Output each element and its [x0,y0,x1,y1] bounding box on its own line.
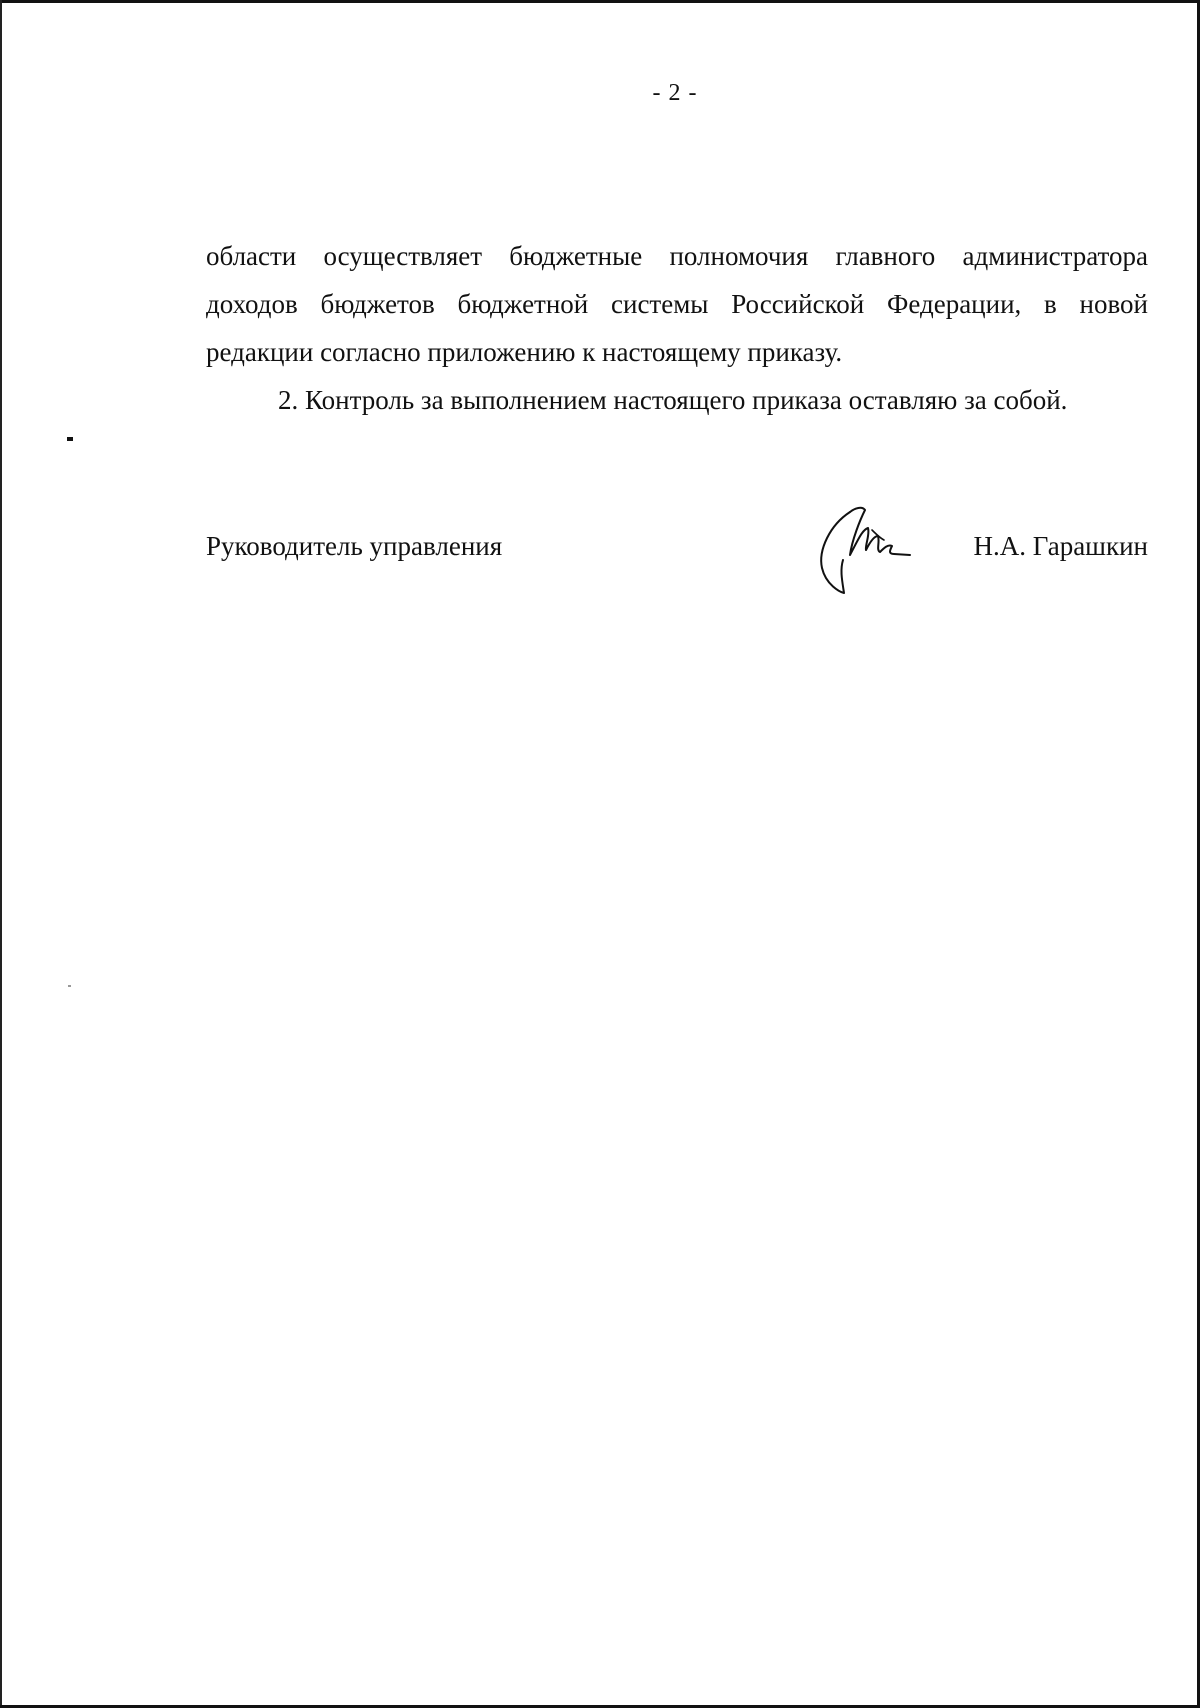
paragraph-item-2: 2. Контроль за выполнением настоящего приказа оставляю за собой. [278,385,1068,415]
scan-speck [67,437,73,441]
body-line-3: редакции согласно приложению к настоящему приказу. [206,337,843,367]
scan-border-top [0,0,1200,3]
scan-speck [68,985,71,987]
signer-title: Руководитель управления [206,531,503,561]
scan-border-left [0,0,2,1708]
handwritten-signature [810,500,920,595]
document-body [206,232,1148,424]
signer-name: Н.А. Гарашкин [973,531,1148,561]
page-number: - 2 - [652,80,698,106]
body-line-1: области осуществляет бюджетные полномочия главного администратора [206,241,1148,271]
body-line-2: доходов бюджетов бюджетной системы Российской Федерации, в новой [206,289,1148,319]
